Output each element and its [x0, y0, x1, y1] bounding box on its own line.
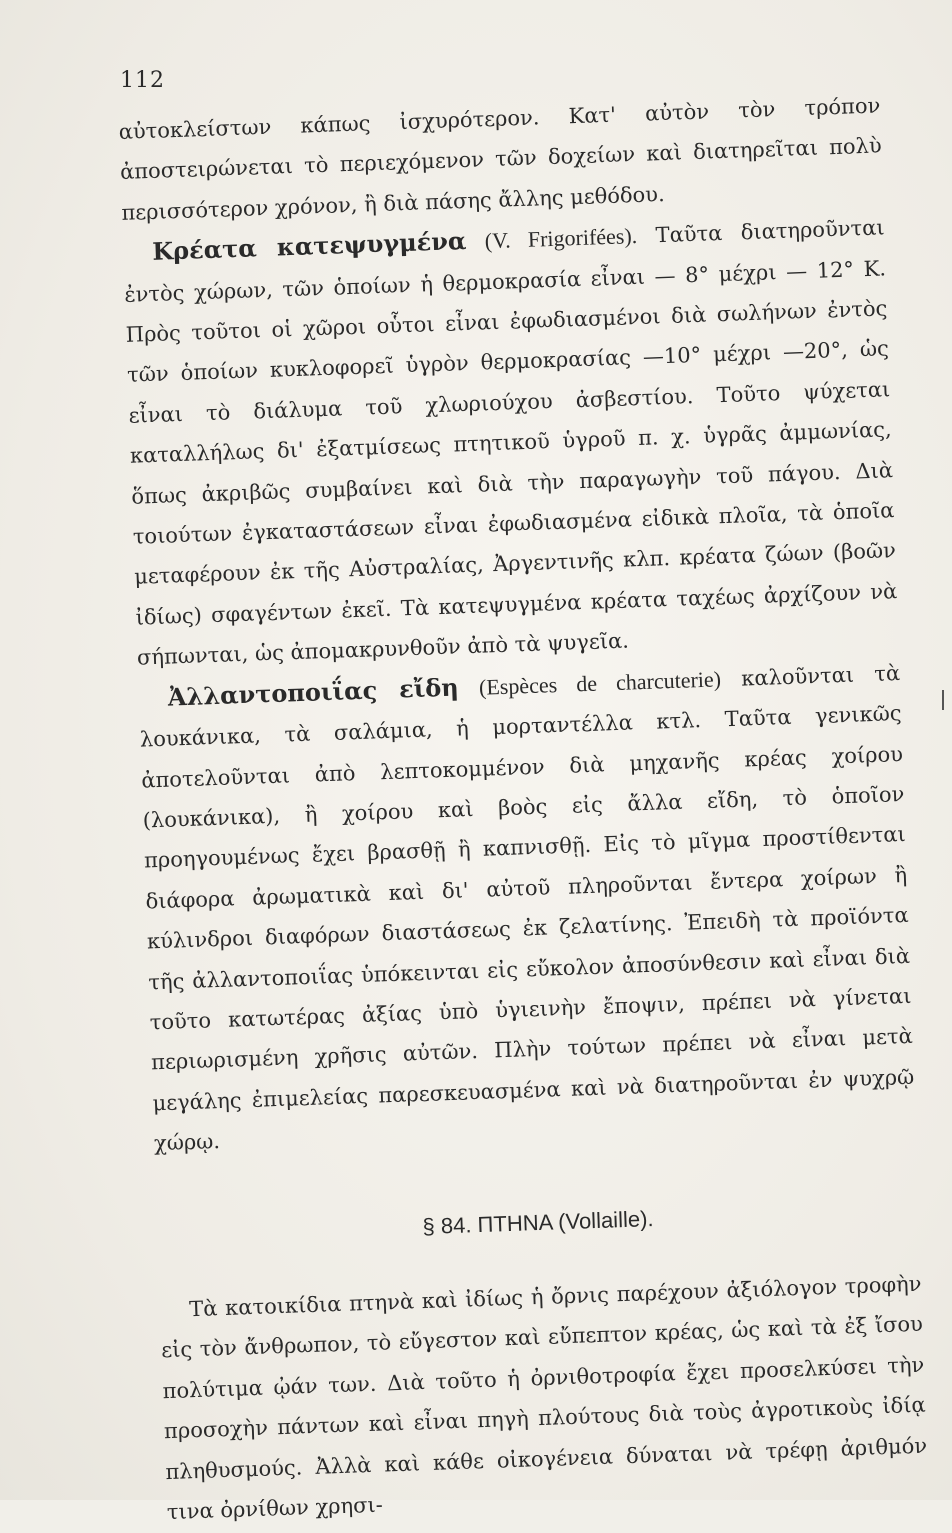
paragraph-poultry: Τὰ κατοικίδια πτηνὰ καὶ ἰδίως ἡ ὄρνις παρέχουν ἀξιόλογον τροφὴν εἰς τὸν ἄνθρωπον, τὸ εὔγεστον καὶ εὔπεπτον κρέας, ὡς καὶ τὰ ἐξ ἴσου πολύτιμα ᾠάν των. Διὰ τοῦτο ἡ ὀρνιθοτροφία ἔχει προσελκύσει τὴν προσοχὴν πάντων καὶ εἶναι πηγὴ πλούτους διὰ τοὺς ἀγροτικοὺς ἰδίᾳ πληθυσμούς. Ἀλλὰ καὶ κάθε οἰκογένεια δύναται νὰ τρέφῃ ἀριθμόν τινα ὀρνίθων χρησι- — [160, 1271, 928, 1525]
section-heading — [157, 1189, 920, 1256]
text-block — [118, 85, 929, 1532]
section-heading-title: § 84. ΠΤΗΝΑ — [422, 1209, 553, 1239]
term-frozen-meat-latin: (V. Frigorifées). — [484, 223, 638, 254]
section-heading-latin: (Vollaille). — [557, 1205, 654, 1234]
paragraph-continuation: αὐτοκλείστων κάπως ἰσχυρότερον. Κατ' αὐτὸν τὸν τρόπον ἀποστειρώνεται τὸ περιεχόμενον τῶν δοχείων καὶ διατηρεῖται πολὺ περισσότερον χρόνον, ἢ διὰ πάσης ἄλλης μεθόδου. — [118, 93, 883, 225]
paragraph-charcuterie-body: καλοῦνται τὰ λουκάνικα, τὰ σαλάμια, ἡ μορταντέλλα κτλ. Ταῦτα γενικῶς ἀποτελοῦνται ἀπὸ λεπτοκομμένον διὰ μηχανῆς κρέας χοίρου (λουκάνικα), ἢ χοίρου καὶ βοὸς εἰς ἄλλα εἴδη, τὸ ὁποῖον προηγουμένως ἔχει βρασθῇ ἢ καπνισθῇ. Εἰς τὸ μῖγμα προστίθενται διάφορα ἀρωματικὰ καὶ δι' αὐτοῦ πληροῦνται ἔντερα χοίρων ἢ κύλινδροι διαφόρων διαστάσεως ἐκ ζελατίνης. Ἐπειδὴ τὰ προϊόντα τῆς ἀλλαντοποιΐας ὑπόκεινται εἰς εὔκολον ἀποσύνθεσιν καὶ εἶναι διὰ τοῦτο κατωτέρας ἀξίας ὑπὸ ὑγιεινὴν ἔποψιν, πρέπει νὰ γίνεται περιωρισμένη χρῆσις αὐτῶν. Πλὴν τούτων πρέπει νὰ εἶναι μετὰ μεγάλης ἐπιμελείας παρεσκευασμένα καὶ νὰ διατηροῦνται ἐν ψυχρῷ χώρῳ. — [139, 660, 915, 1156]
term-charcuterie-latin: (Espèces de charcuterie) — [478, 665, 722, 700]
page-number: 112 — [120, 68, 165, 93]
paragraph-frozen-meat-body: Ταῦτα διατηροῦνται ἐντὸς χώρων, τῶν ὁποίων ἡ θερμοκρασία εἶναι — 8° μέχρι — 12° K. Πρὸς τοῦτοι οἱ χῶροι οὗτοι εἶναι ἐφωδιασμένοι διὰ σωλήνων ἐντὸς τῶν ὁποίων κυκλοφορεῖ ὑγρὸν θερμοκρασίας —10° μέχρι —20°, ὡς εἶναι τὸ διάλυμα τοῦ χλωριούχου ἀσβεστίου. Τοῦτο ψύχεται καταλλήλως δι' ἐξατμίσεως πτητικοῦ ὑγροῦ π. χ. ὑγρᾶς ἀμμωνίας, ὅπως ἀκριβῶς συμβαίνει καὶ διὰ τὴν παραγωγὴν τοῦ πάγου. Διὰ τοιούτων ἐγκαταστάσεων εἶναι ἐφωδιασμένα εἰδικὰ πλοῖα, τὰ ὁποῖα μεταφέρουν ἐκ τῆς Αὐστραλίας, Ἀργεντινῆς κλπ. κρέατα ζώων (βοῶν ἰδίως) σφαγέντων ἐκεῖ. Τὰ κατεψυγμένα κρέατα ταχέως ἀρχίζουν νὰ σήπωνται, ὡς ἀπομακρυνθοῦν ἀπὸ τὰ ψυγεῖα. — [123, 215, 898, 670]
paragraph-frozen-meat — [122, 207, 899, 679]
paragraph-charcuterie — [138, 652, 916, 1164]
term-frozen-meat: Κρέατα κατεψυγμένα — [151, 226, 467, 267]
term-charcuterie: Ἀλλαντοποιΐας εἴδη — [167, 672, 460, 712]
margin-mark — [942, 690, 944, 710]
